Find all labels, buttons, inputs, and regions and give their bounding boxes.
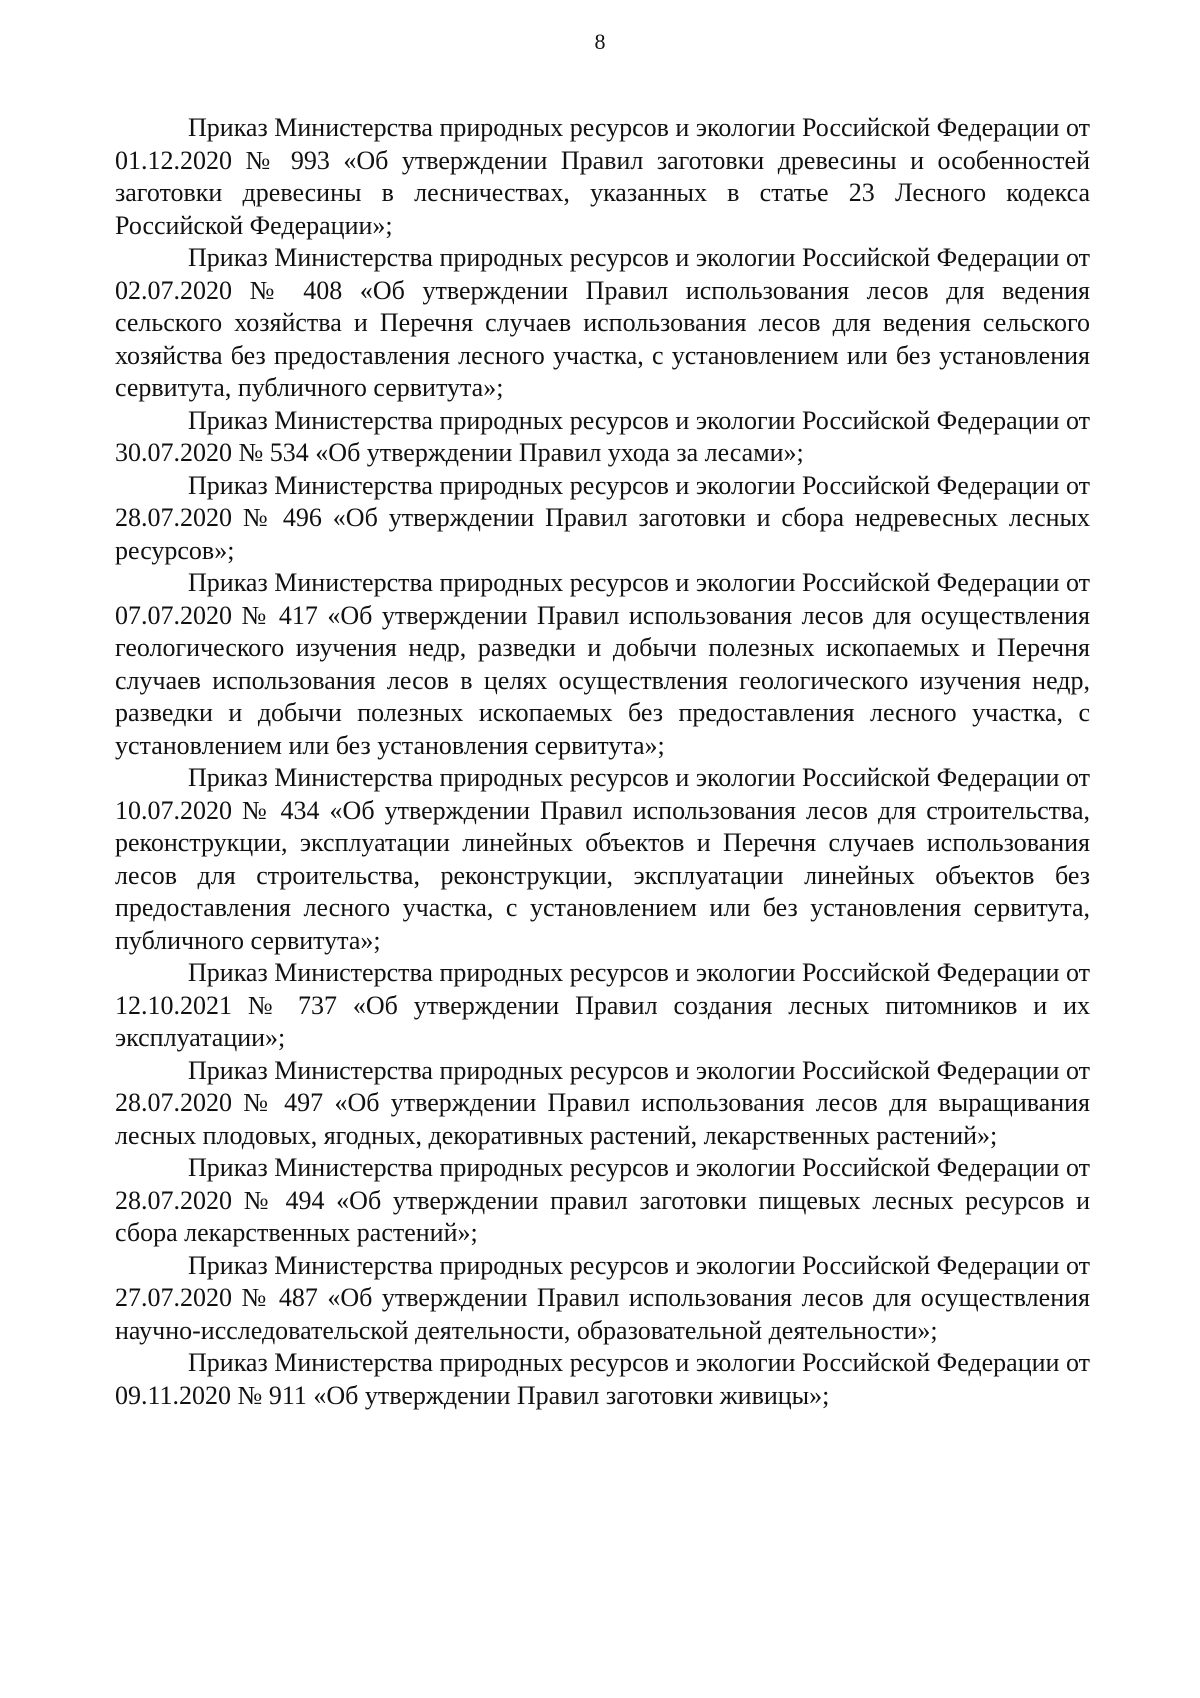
paragraph: Приказ Министерства природных ресурсов и экологии Российской Федерации от 12.10.2021 № 737 «Об утверждении Правил создания лесных питомников и их эксплуатации»; — [115, 958, 1090, 1052]
paragraph: Приказ Министерства природных ресурсов и экологии Российской Федерации от 30.07.2020 № 534 «Об утверждении Правил ухода за лесами»; — [115, 405, 1090, 467]
paragraph: Приказ Министерства природных ресурсов и экологии Российской Федерации от 10.07.2020 № 434 «Об утверждении Правил использования лесов для строительства, реконструкции, эксплуатации линейных объектов и Перечня случаев использования лесов для строительства, реконструкции, эксплуатации линейных объектов без предоставления лесного участка, с установлением или без установления сервитута, публичного сервитута»; — [115, 763, 1090, 955]
paragraph: Приказ Министерства природных ресурсов и экологии Российской Федерации от 02.07.2020 № 408 «Об утверждении Правил использования лесов для ведения сельского хозяйства и Перечня случаев использования лесов для ведения сельского хозяйства без предоставления лесного участка, с установлением или без установления сервитута, публичного сервитута»; — [115, 243, 1090, 402]
paragraph: Приказ Министерства природных ресурсов и экологии Российской Федерации от 28.07.2020 № 496 «Об утверждении Правил заготовки и сбора недревесных лесных ресурсов»; — [115, 470, 1090, 565]
paragraph: Приказ Министерства природных ресурсов и экологии Российской Федерации от 07.07.2020 № 417 «Об утверждении Правил использования лесов для осуществления геологического изучения недр, разведки и добычи полезных ископаемых и Перечня случаев использования лесов в целях осуществления геологического изучения недр, разведки и добычи полезных ископаемых без предоставления лесного участка, с установлением или без установления сервитута»; — [115, 568, 1090, 760]
paragraph: Приказ Министерства природных ресурсов и экологии Российской Федерации от 28.07.2020 № 497 «Об утверждении Правил использования лесов для выращивания лесных плодовых, ягодных, декоративных растений, лекарственных растений»; — [115, 1055, 1090, 1150]
paragraph: Приказ Министерства природных ресурсов и экологии Российской Федерации от 28.07.2020 № 494 «Об утверждении правил заготовки пищевых лесных ресурсов и сбора лекарственных растений»; — [115, 1153, 1090, 1247]
document-body — [115, 112, 1090, 1412]
paragraph: Приказ Министерства природных ресурсов и экологии Российской Федерации от 01.12.2020 № 993 «Об утверждении Правил заготовки древесины и особенностей заготовки древесины в лесничествах, указанных в статье 23 Лесного кодекса Российской Федерации»; — [115, 113, 1090, 240]
page-number: 8 — [594, 29, 606, 54]
paragraph: Приказ Министерства природных ресурсов и экологии Российской Федерации от 09.11.2020 № 911 «Об утверждении Правил заготовки живицы»; — [115, 1348, 1090, 1410]
paragraph: Приказ Министерства природных ресурсов и экологии Российской Федерации от 27.07.2020 № 487 «Об утверждении Правил использования лесов для осуществления научно-исследовательской деятельности, образовательной деятельности»; — [115, 1250, 1090, 1345]
